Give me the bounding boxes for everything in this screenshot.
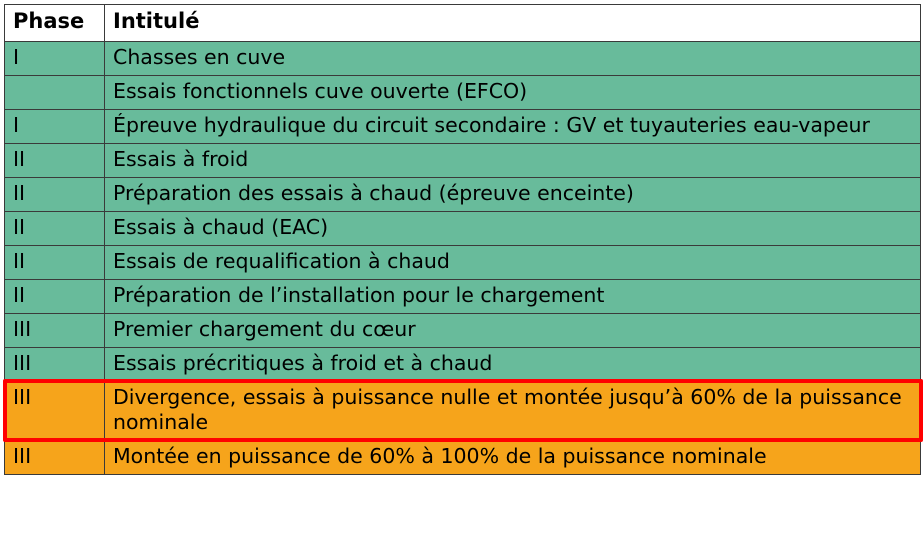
cell-label: Essais de requalification à chaud [105, 245, 921, 279]
cell-phase: II [5, 279, 105, 313]
table-row [5, 143, 921, 177]
table-row [5, 245, 921, 279]
table-header-row [5, 5, 921, 42]
table-row [5, 279, 921, 313]
cell-label: Chasses en cuve [105, 41, 921, 75]
cell-label: Montée en puissance de 60% à 100% de la puissance nominale [105, 440, 921, 474]
column-header-intitule: Intitulé [105, 5, 921, 42]
cell-label: Préparation de l’installation pour le chargement [105, 279, 921, 313]
cell-phase: II [5, 177, 105, 211]
table-row [5, 440, 921, 474]
table-header [5, 5, 921, 42]
phase-schedule-table [4, 4, 921, 475]
cell-label: Divergence, essais à puissance nulle et montée jusqu’à 60% de la puissance nominale [105, 381, 921, 440]
table-row [5, 109, 921, 143]
cell-label: Essais à chaud (EAC) [105, 211, 921, 245]
table-row [5, 211, 921, 245]
table-row [5, 41, 921, 75]
cell-phase: I [5, 109, 105, 143]
cell-label: Essais précritiques à froid et à chaud [105, 347, 921, 381]
cell-phase [5, 75, 105, 109]
table-row-highlighted [5, 381, 921, 440]
cell-phase: II [5, 211, 105, 245]
table-row [5, 75, 921, 109]
table-row [5, 347, 921, 381]
column-header-phase: Phase [5, 5, 105, 42]
cell-label: Essais fonctionnels cuve ouverte (EFCO) [105, 75, 921, 109]
cell-label: Épreuve hydraulique du circuit secondaire : GV et tuyauteries eau-vapeur [105, 109, 921, 143]
cell-phase: I [5, 41, 105, 75]
cell-phase: III [5, 313, 105, 347]
cell-phase: III [5, 347, 105, 381]
cell-phase: III [5, 381, 105, 440]
table-body [5, 41, 921, 474]
cell-phase: III [5, 440, 105, 474]
table-container [0, 4, 924, 475]
cell-label: Premier chargement du cœur [105, 313, 921, 347]
cell-label: Préparation des essais à chaud (épreuve enceinte) [105, 177, 921, 211]
cell-phase: II [5, 245, 105, 279]
table-row [5, 313, 921, 347]
cell-phase: II [5, 143, 105, 177]
cell-label: Essais à froid [105, 143, 921, 177]
table-row [5, 177, 921, 211]
